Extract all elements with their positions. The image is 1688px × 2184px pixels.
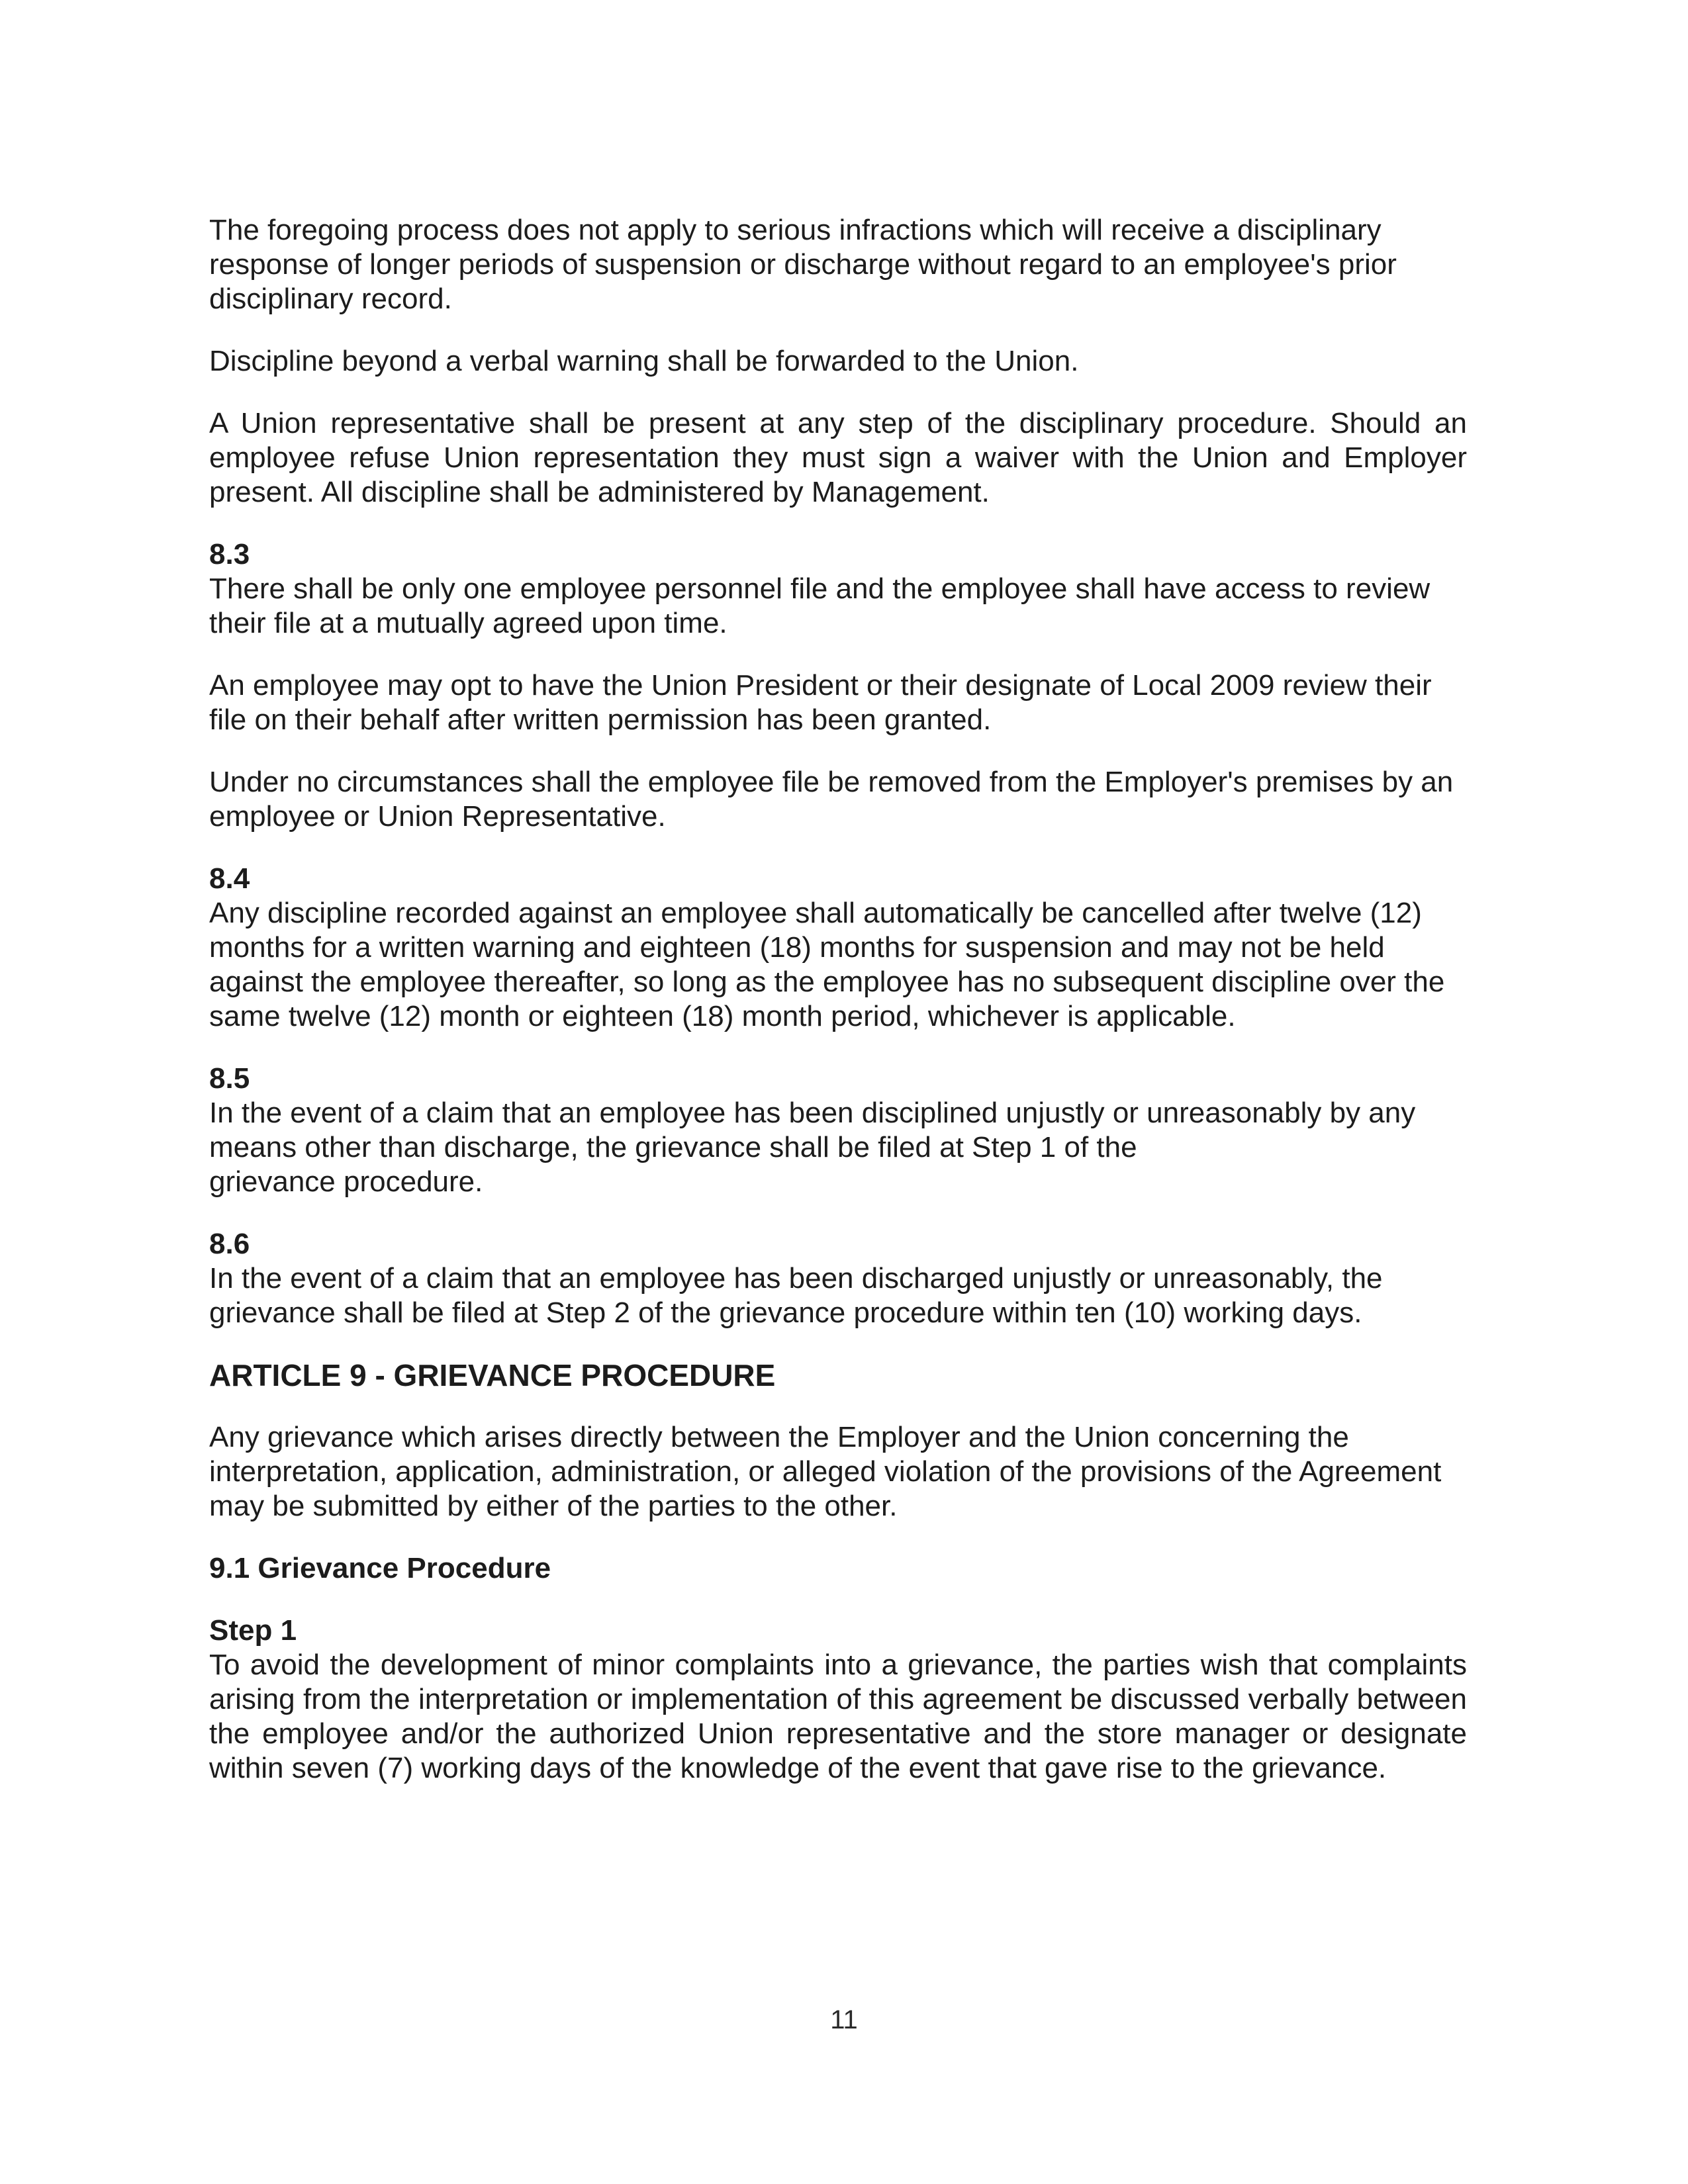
paragraph-discipline-forwarded: Discipline beyond a verbal warning shall be forwarded to the Union.: [209, 345, 1079, 377]
paragraph-foregoing-process: The foregoing process does not apply to serious infractions which will receive a disciplinary response of longer periods of suspension or discharge without regard to an employee's prior disciplinary record.: [209, 214, 1397, 315]
grievance-procedure-heading: 9.1 Grievance Procedure: [209, 1552, 551, 1584]
paragraph-disciplined-unjustly: In the event of a claim that an employee has been disciplined unjustly or unreasonably by any means other than discharge, the grievance shall be filed at Step 1 of the grievance procedure.: [209, 1097, 1416, 1198]
section-number-8-4: 8.4: [209, 862, 250, 895]
section-number-8-3: 8.3: [209, 538, 250, 570]
section-number-8-6: 8.6: [209, 1228, 250, 1260]
paragraph-discharged-unjustly: In the event of a claim that an employee has been discharged unjustly or unreasonably, the grievance shall be filed at Step 2 of the grievance procedure within ten (10) working days.: [209, 1262, 1383, 1329]
paragraph-grievance-definition: Any grievance which arises directly between the Employer and the Union concerning the interpretation, application, administration, or alleged violation of the provisions of the Agreement may be submitted by either of the parties to the other.: [209, 1421, 1442, 1522]
section-number-8-5: 8.5: [209, 1062, 250, 1095]
paragraph-union-representative: A Union representative shall be present at any step of the disciplinary procedure. Should an employee refuse Union representation they must sign a waiver with the Union and Employer present. All discipline shall be administered by Management.: [209, 407, 1467, 508]
paragraph-discipline-cancelled: Any discipline recorded against an employee shall automatically be cancelled after twelve (12) months for a written warning and eighteen (18) months for suspension and may not be held against the employee thereafter, so long as the employee has no subsequent discipline over the same twelve (12) month or eighteen (18) month period, whichever is applicable.: [209, 897, 1445, 1032]
page-number: 11: [830, 2005, 858, 2034]
paragraph-step-1: To avoid the development of minor complaints into a grievance, the parties wish that complaints arising from the interpretation or implementation of this agreement be discussed verbally between the employee and/or the authorized Union representative and the store manager or designate within seven (7) working days of the knowledge of the event that gave rise to the grievance.: [209, 1649, 1467, 1784]
paragraph-file-not-removed: Under no circumstances shall the employee file be removed from the Employer's premises by an employee or Union Representative.: [209, 766, 1454, 833]
paragraph-union-president-review: An employee may opt to have the Union President or their designate of Local 2009 review their file on their behalf after written permission has been granted.: [209, 669, 1432, 736]
step-1-heading: Step 1: [209, 1614, 297, 1647]
article-9-heading: ARTICLE 9 - GRIEVANCE PROCEDURE: [209, 1358, 776, 1392]
document-body: [209, 213, 1467, 1813]
paragraph-personnel-file: There shall be only one employee personnel file and the employee shall have access to review their file at a mutually agreed upon time.: [209, 572, 1430, 639]
